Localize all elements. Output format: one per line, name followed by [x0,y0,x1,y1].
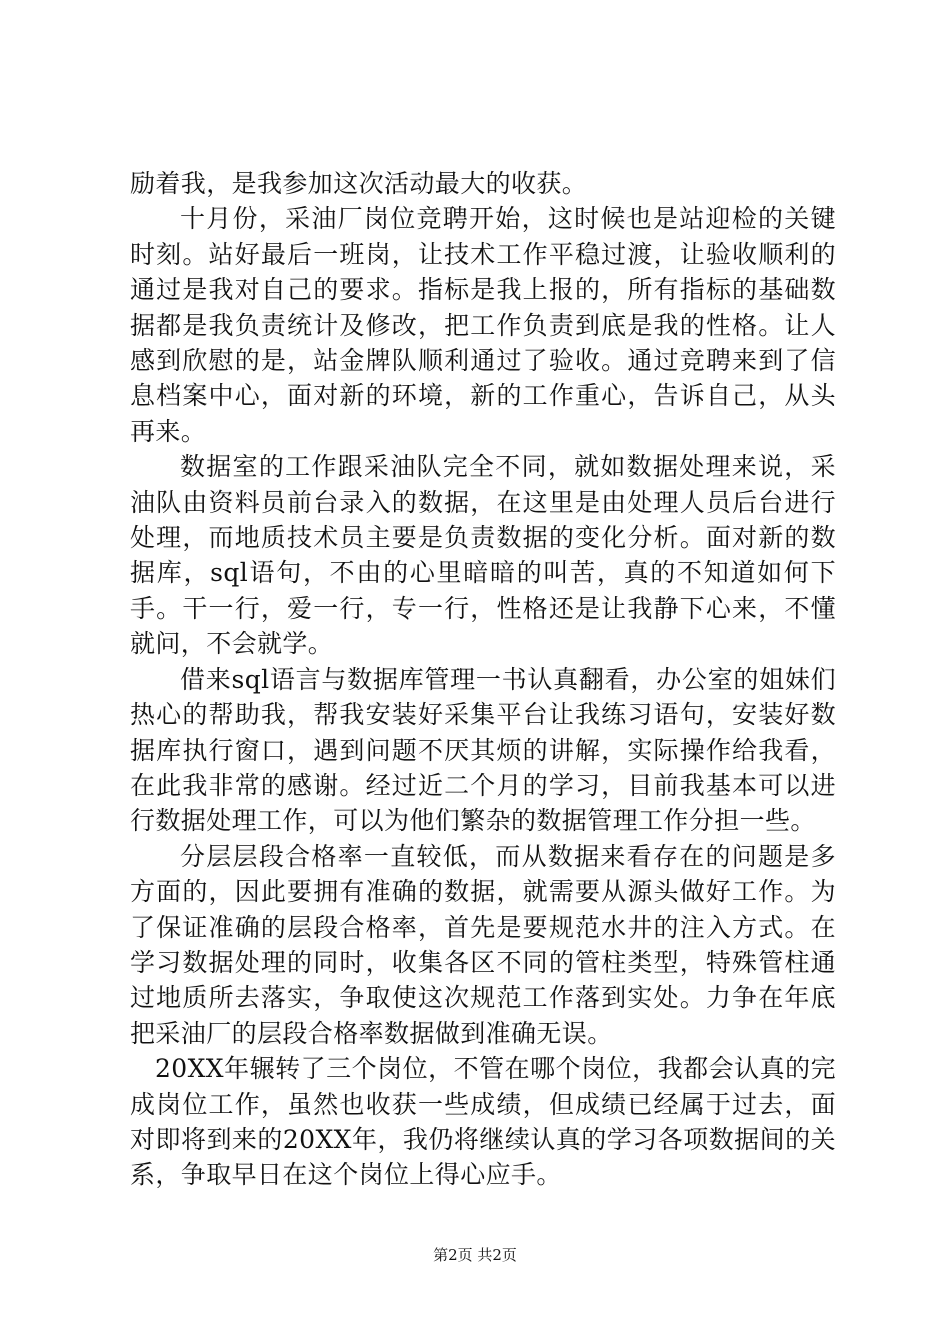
paragraph-data-room-work: 数据室的工作跟采油队完全不同，就如数据处理来说，采油队由资料员前台录入的数据，在这里是由处理人员后台进行处理，而地质技术员主要是负责数据的变化分析。面对新的数据库，sql语句，不由的心里暗暗的叫苦，真的不知道如何下手。干一行，爱一行，专一行，性格还是让我静下心来，不懂就问，不会就学。 [130,452,836,659]
paragraph-layer-qualification: 分层层段合格率一直较低，而从数据来看存在的问题是多方面的，因此要拥有准确的数据，就需要从源头做好工作。为了保证准确的层段合格率，首先是要规范水井的注入方式。在学习数据处理的同时，收集各区不同的管柱类型，特殊管柱通过地质所去落实，争取使这次规范工作落到实处。力争在年底把采油厂的层段合格率数据做到准确无误。 [130,841,836,1048]
document-body [130,166,836,1193]
paragraph-october-recruitment: 十月份，采油厂岗位竞聘开始，这时候也是站迎检的关键时刻。站好最后一班岗，让技术工作平稳过渡，让验收顺利的通过是我对自己的要求。指标是我上报的，所有指标的基础数据都是我负责统计及修改，把工作负责到底是我的性格。让人感到欣慰的是，站金牌队顺利通过了验收。通过竞聘来到了信息档案中心，面对新的环境，新的工作重心，告诉自己，从头再来。 [130,204,836,446]
paragraph-learning-sql: 借来sql语言与数据库管理一书认真翻看，办公室的姐妹们热心的帮助我，帮我安装好采集平台让我练习语句，安装好数据库执行窗口，遇到问题不厌其烦的讲解，实际操作给我看，在此我非常的感谢。经过近二个月的学习，目前我基本可以进行数据处理工作，可以为他们繁杂的数据管理工作分担一些。 [130,664,836,836]
paragraph-year-summary: 20XX年辗转了三个岗位，不管在哪个岗位，我都会认真的完成岗位工作，虽然也收获一些成绩，但成绩已经属于过去，面对即将到来的20XX年，我仍将继续认真的学习各项数据间的关系，争取早日在这个岗位上得心应手。 [130,1054,836,1190]
page-footer: 第2页 共2页 [433,1246,517,1264]
paragraph-continuation: 励着我，是我参加这次活动最大的收获。 [130,169,588,198]
